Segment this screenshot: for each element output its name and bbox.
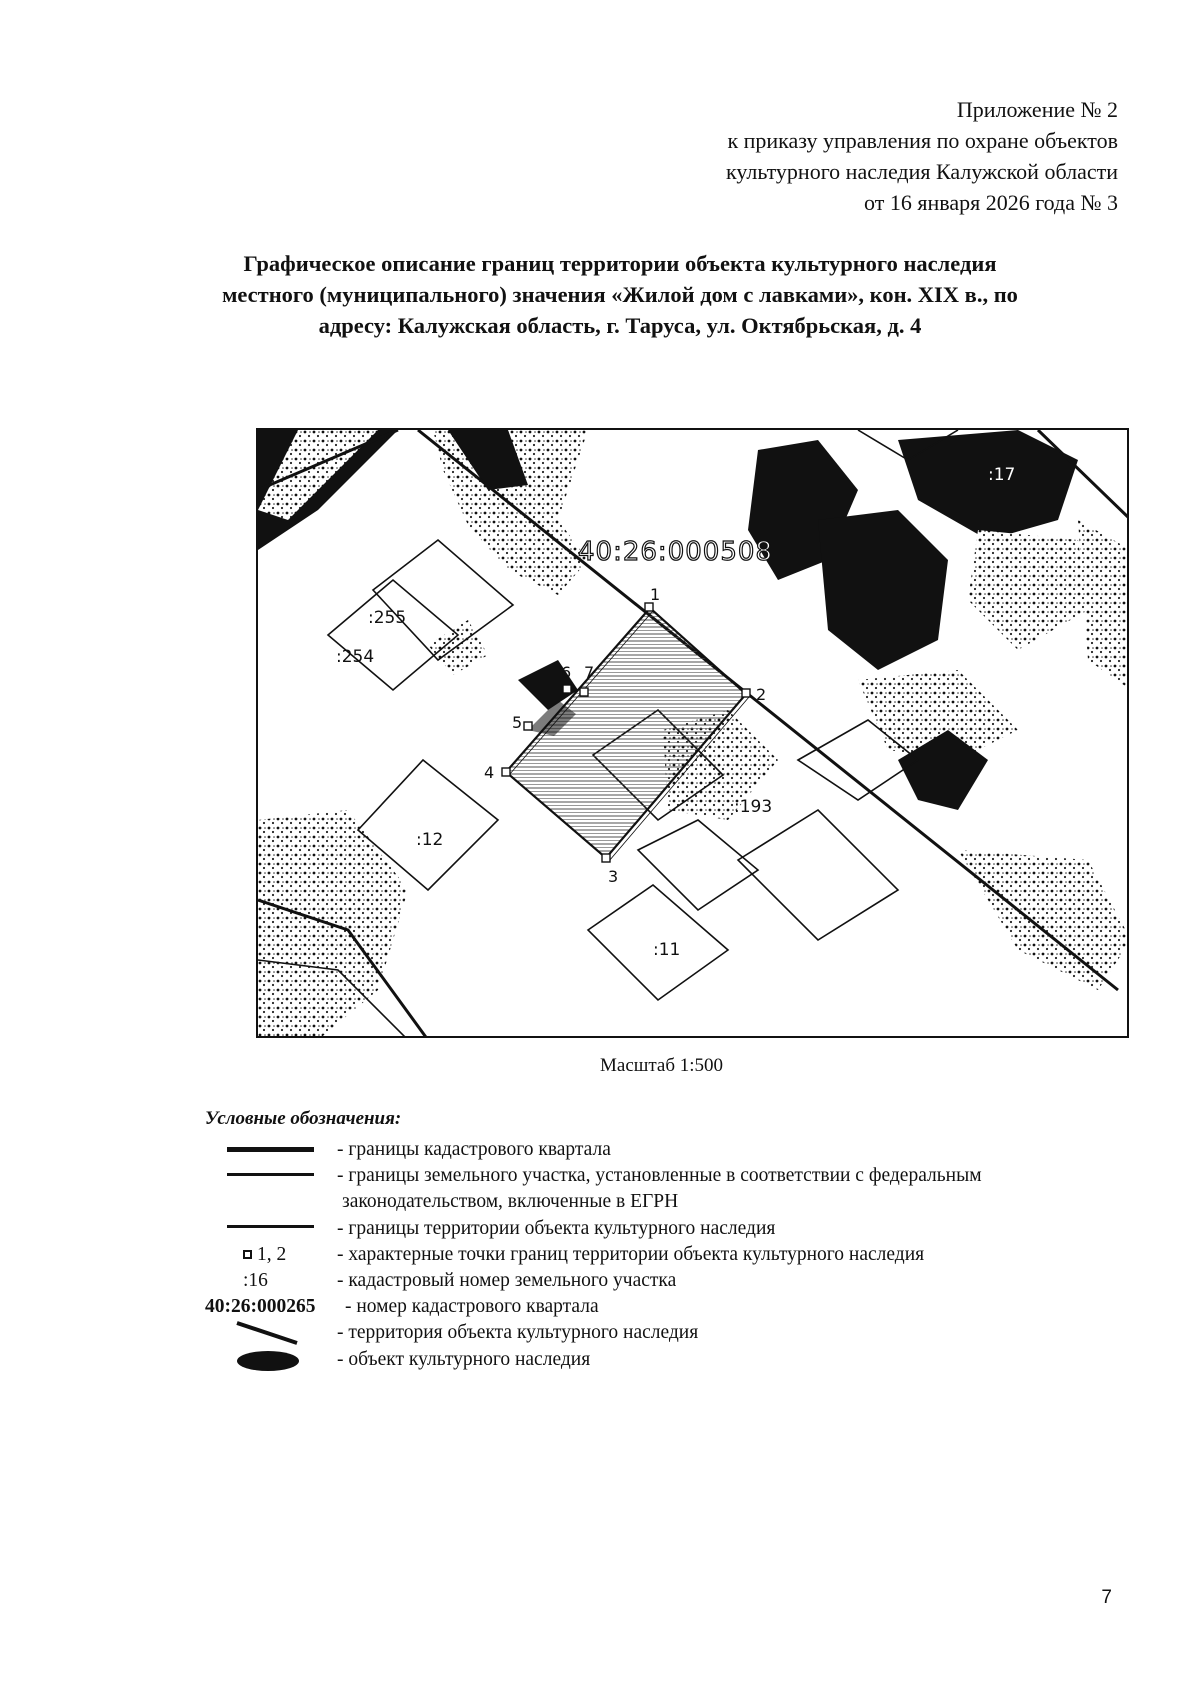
point-label-6: 6 [561,663,572,682]
title-line-3: адресу: Калужская область, г. Таруса, ул. Октябрьская, д. 4 [318,313,922,338]
title-line-1: Графическое описание границ территории объекта культурного наследия [243,251,997,276]
heritage-boundary-symbol [205,1216,345,1242]
legend-desc: - границы кадастрового квартала [337,1139,611,1160]
parcel-label-254: :254 [336,647,375,667]
parcel-label-11: :11 [653,940,681,960]
quarter-number-label: 40:26:000508 [578,537,773,567]
heritage-territory-symbol [205,1320,345,1346]
point-label-1: 1 [650,585,661,604]
appendix-header [726,94,1118,218]
order-reference: к приказу управления по охране объектов [727,128,1118,153]
parcel-label-255: :255 [368,608,407,628]
point-label-7: 7 [584,663,595,682]
order-date: от 16 января 2026 года № 3 [864,190,1118,215]
cadastral-map [256,428,1129,1038]
filled-ellipse-icon [237,1351,299,1371]
title-line-2: местного (муниципального) значения «Жилой дом с лавками», кон. XIX в., по [222,282,1018,307]
point-label-5: 5 [512,713,523,732]
appendix-number: Приложение № 2 [956,97,1118,122]
legend-item-quarter-boundary [205,1137,1125,1163]
points-symbol [205,1242,345,1268]
legend-title: Условные обозначения: [205,1108,402,1129]
legend-desc: - территория объекта культурного наследия [337,1322,699,1343]
parcel-number-symbol [205,1268,345,1294]
legend-item-points [205,1242,1125,1268]
legend-desc: - объект культурного наследия [337,1349,591,1370]
map-scale: Масштаб 1:500 [600,1055,724,1076]
legend-desc: - границы территории объекта культурного наследия [337,1218,776,1239]
point-square-icon [243,1250,252,1259]
quarter-boundary-symbol [205,1137,345,1163]
point-label-2: 2 [756,685,767,704]
quarter-number-symbol-text: 40:26:000265 [205,1296,316,1317]
parcel-boundary-symbol [205,1163,345,1189]
legend-item-parcel-boundary [205,1163,1125,1215]
parcel-number-symbol-text: :16 [243,1270,268,1291]
parcel-label-12: :12 [416,830,444,850]
parcel-label-17: :17 [988,465,1016,485]
legend-desc: - границы земельного участка, установленные в соответствии с федеральным [337,1165,982,1186]
parcel-label-193: :193 [734,797,773,817]
legend-desc: - характерные точки границ территории объекта культурного наследия [337,1244,925,1265]
quarter-number-symbol [205,1294,345,1320]
legend-item-parcel-number [205,1268,1125,1294]
points-symbol-text: 1, 2 [257,1244,287,1265]
legend-item-heritage-object [205,1347,1125,1373]
order-authority: культурного наследия Калужской области [726,159,1118,184]
heritage-object-symbol [205,1347,345,1373]
heritage-territory [506,608,749,861]
page-number: 7 [1101,1587,1112,1608]
point-label-3: 3 [608,867,619,886]
legend-item-heritage-boundary [205,1216,1125,1242]
map-canvas [258,430,1129,1038]
document-title [150,248,1090,341]
legend-desc: - номер кадастрового квартала [345,1296,599,1317]
point-label-4: 4 [484,763,495,782]
legend-desc-continued: законодательством, включенные в ЕГРН [342,1191,679,1212]
legend-item-quarter-number [205,1294,1125,1320]
legend-desc: - кадастровый номер земельного участка [337,1270,677,1291]
legend-item-heritage-territory [205,1320,1125,1346]
